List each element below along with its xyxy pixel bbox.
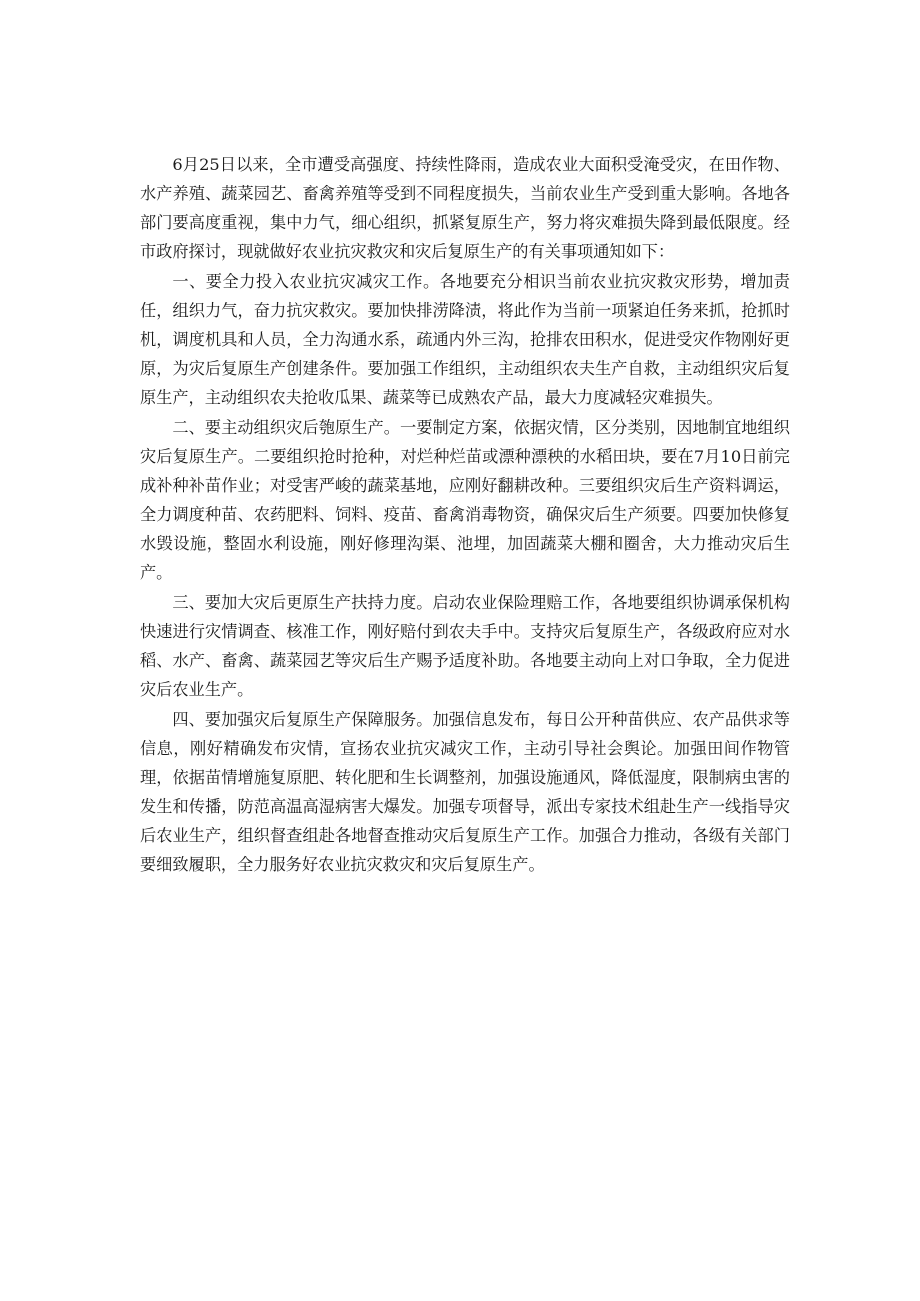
section-three-paragraph: 三、要加大灾后更原生产扶持力度。启动农业保险理赔工作，各地要组织协调承保机构快速进行灾情调查、核准工作，刚好赔付到农夫手中。支持灾后复原生产，各级政府应对水稻、水产、畜禽、蔬菜园艺等灾后生产赐予适度补助。各地要主动向上对口争取，全力促进灾后农业生产。 — [140, 593, 790, 699]
document-body — [140, 150, 790, 880]
section-two-paragraph: 二、要主动组织灾后匏原生产。一要制定方案，依据灾情，区分类别，因地制宜地组织灾后复原生产。二要组织抢时抢种，对烂种烂苗或漂种漂秧的水稻田块，要在7月10日前完成补种补苗作业；对受害严峻的蔬菜基地，应刚好翻耕改种。三要组织灾后生产资料调运，全力调度种苗、农药肥料、饲料、疫苗、畜禽消毒物资，确保灾后生产须要。四要加快修复水毁设施，整固水利设施，刚好修理沟渠、池埋，加固蔬菜大棚和圈舍，大力推动灾后生产。 — [140, 418, 790, 582]
section-four-paragraph: 四、要加强灾后复原生产保障服务。加强信息发布，每日公开种苗供应、农产品供求等信息，刚好精确发布灾情，宣扬农业抗灾减灾工作，主动引导社会舆论。加强田间作物管理，依据苗情增施复原肥、转化肥和生长调整剂，加强设施通风，降低湿度，限制病虫害的发生和传播，防范高温高湿病害大爆发。加强专项督导，派出专家技术组赴生产一线指导灾后农业生产，组织督查组赴各地督查推动灾后复原生产工作。加强合力推动，各级有关部门要细致履职，全力服务好农业抗灾救灾和灾后复原生产。 — [140, 710, 790, 874]
intro-paragraph: 6月25日以来，全市遭受高强度、持续性降雨，造成农业大面积受淹受灾，在田作物、水产养殖、蔬菜园艺、畜禽养殖等受到不同程度损失，当前农业生产受到重大影响。各地各部门要高度重视，集中力气，细心组织，抓紧复原生产，努力将灾难损失降到最低限度。经市政府探讨，现就做好农业抗灾救灾和灾后复原生产的有关事项通知如下： — [140, 155, 790, 261]
section-one-paragraph: 一、要全力投入农业抗灾减灾工作。各地要充分相识当前农业抗灾救灾形势，增加责任，组织力气，奋力抗灾救灾。要加快排涝降渍，将此作为当前一项紧迫任务来抓，抢抓时机，调度机具和人员，全力沟通水系，疏通内外三沟，抢排农田积水，促进受灾作物刚好更原，为灾后复原生产创建条件。要加强工作组织，主动组织农夫生产自救，主动组织灾后复原生产，主动组织农夫抢收瓜果、蔬菜等已成熟农产品，最大力度减轻灾难损失。 — [140, 272, 790, 407]
